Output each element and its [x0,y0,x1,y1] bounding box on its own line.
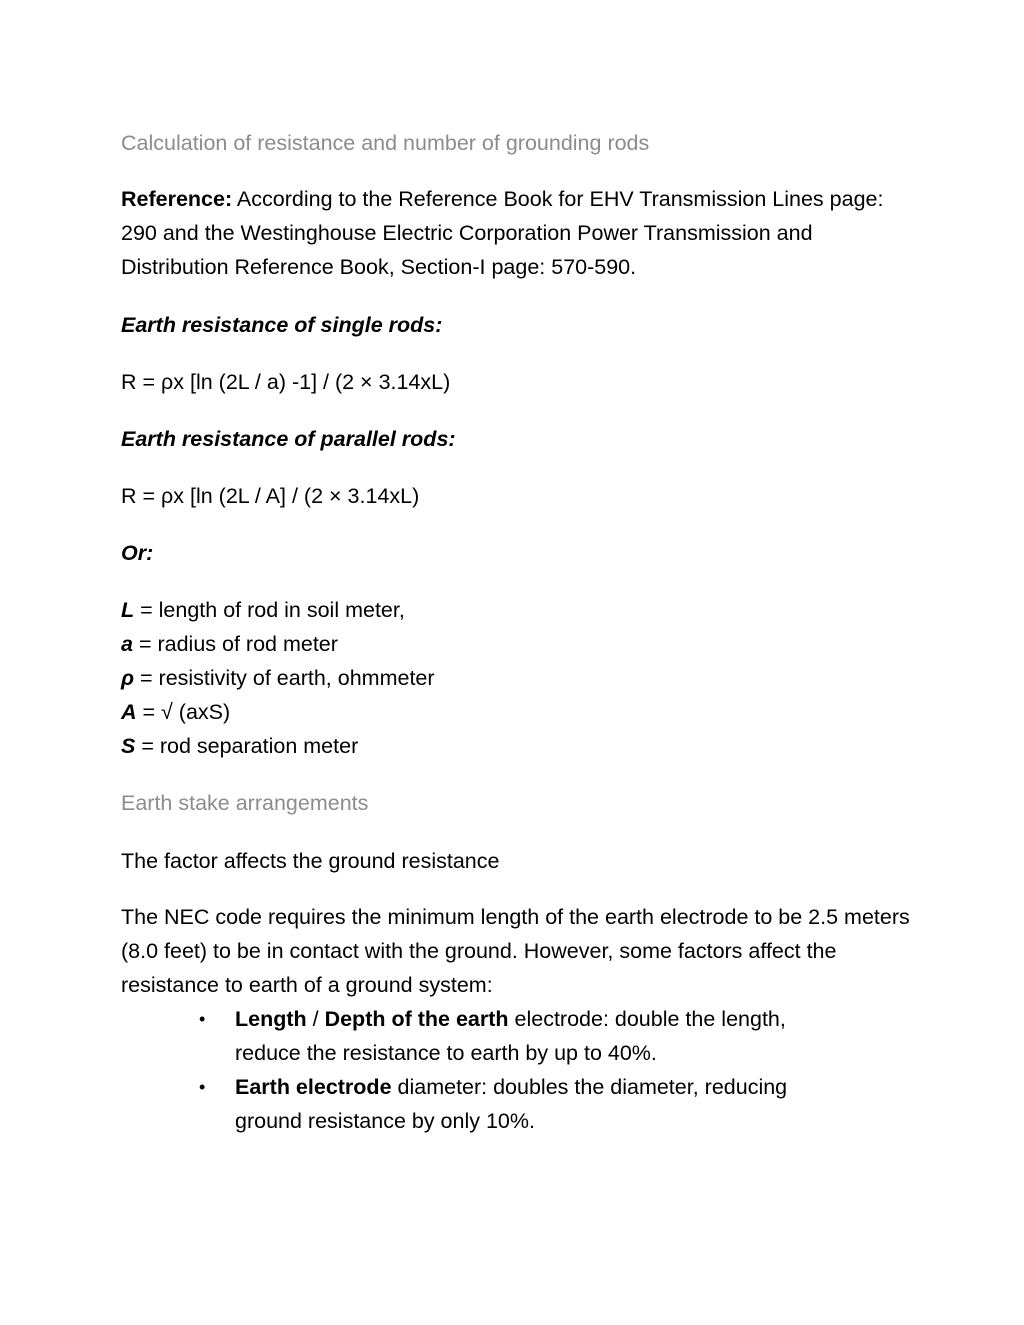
definition-item [121,661,921,695]
parallel-rods-formula: R = ρx [ln (2L / A] / (2 × 3.14xL) [121,484,420,508]
single-rods-formula: R = ρx [ln (2L / a) -1] / (2 × 3.14xL) [121,370,451,394]
definition-item [121,695,921,729]
or-heading: Or: [121,541,154,565]
factor-title: The factor affects the ground resistance [121,849,500,873]
parallel-rods-heading: Earth resistance of parallel rods: [121,427,456,451]
page-title: Calculation of resistance and number of grounding rods [121,131,650,155]
definition-text: = √ (axS) [136,700,231,724]
bullet-icon: • [199,1009,206,1029]
nec-paragraph: The NEC code requires the minimum length of the earth electrode to be 2.5 meters (8.0 feet) to be in contact with the ground. However, some factors affect the resistance to earth of a ground system: [121,905,910,997]
factors-list [121,1002,851,1138]
factor-text: electrode: double the length, reduce the resistance to earth by up to 40%. [235,1007,786,1065]
factor-text: diameter: doubles the diameter, reducing ground resistance by only 10%. [235,1075,788,1133]
definition-symbol: ρ [121,666,135,690]
factor-bold: Length [235,1007,307,1031]
definition-symbol: L [121,598,135,622]
definition-symbol: a [121,632,133,656]
definition-text: = radius of rod meter [132,632,338,656]
definitions-list [121,593,921,763]
bullet-icon: • [199,1077,206,1097]
definition-text: = length of rod in soil meter, [134,598,405,622]
definition-symbol: A [121,700,137,724]
definition-text: = rod separation meter [135,734,359,758]
document-page [121,126,921,1138]
stake-heading: Earth stake arrangements [121,791,369,815]
list-item [199,1002,851,1070]
list-item [199,1070,851,1138]
reference-label: Reference: [121,187,233,211]
reference-paragraph [121,182,921,284]
definition-item [121,627,921,661]
reference-text: According to the Reference Book for EHV Transmission Lines page: 290 and the Westinghouse Electric Corporation Power Transmission and Distribution Reference Book, Section-I page: 570-590. [121,187,884,279]
factor-separator: / [306,1007,325,1031]
factor-bold: Earth electrode [235,1075,392,1099]
definition-item [121,593,921,627]
single-rods-heading: Earth resistance of single rods: [121,313,443,337]
definition-symbol: S [121,734,136,758]
definition-text: = resistivity of earth, ohmmeter [134,666,435,690]
definition-item [121,729,921,763]
factor-bold: Depth of the earth [324,1007,509,1031]
